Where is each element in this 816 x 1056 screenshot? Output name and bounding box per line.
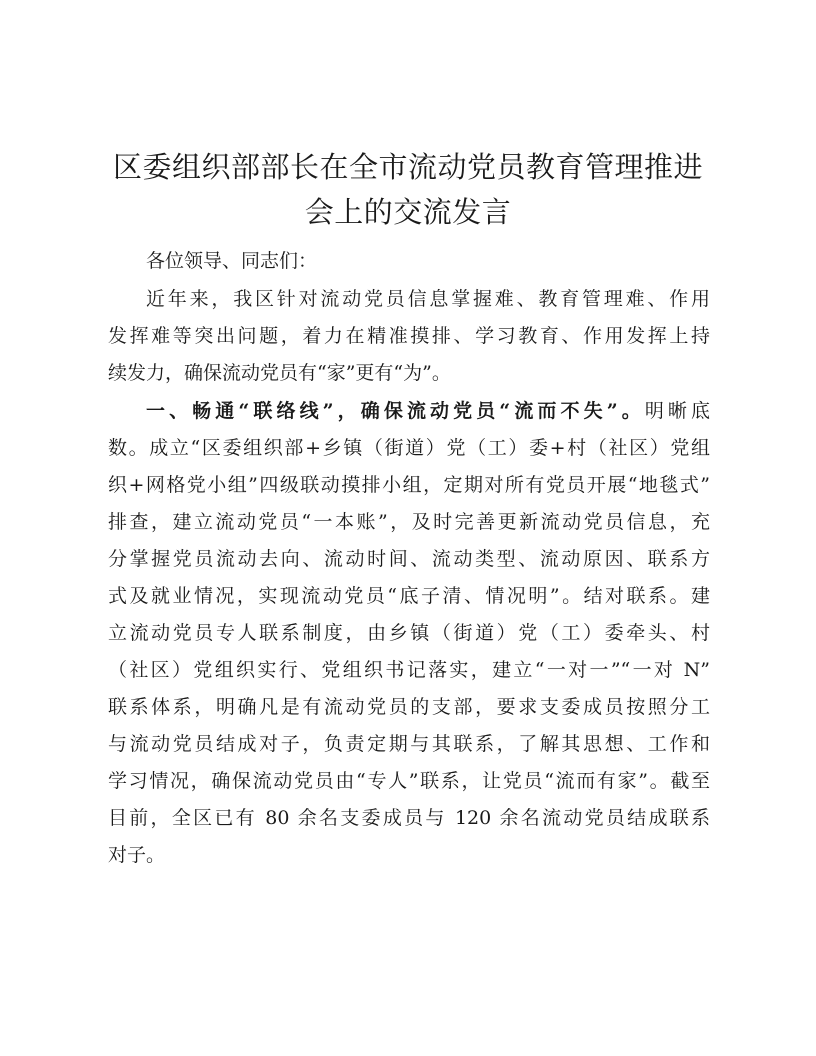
document-title-line-1: 区委组织部部长在全市流动党员教育管理推进 bbox=[112, 150, 703, 184]
section1-line: 学习情况，确保流动党员由“专人”联系，让党员“流而有家”。截至 bbox=[108, 770, 710, 792]
section1-first-line bbox=[146, 397, 710, 425]
section1-line: 排查，建立流动党员“一本账”，及时完善更新流动党员信息，充 bbox=[108, 511, 710, 533]
section1-line: 立流动党员专人联系制度，由乡镇（街道）党（工）委牵头、村 bbox=[108, 622, 710, 644]
intro-line: 近年来，我区针对流动党员信息掌握难、教育管理难、作用 bbox=[146, 288, 710, 310]
section1-heading: 一、畅通“联络线”，确保流动党员“流而不失”。 bbox=[146, 400, 645, 422]
intro-line: 续发力，确保流动党员有“家”更有“为”。 bbox=[108, 362, 451, 384]
section1-line: 织+网格党小组”四级联动摸排小组，定期对所有党员开展“地毯式” bbox=[108, 474, 710, 496]
salutation: 各位领导、同志们： bbox=[146, 250, 318, 272]
section1-line: 与流动党员结成对子，负责定期与其联系，了解其思想、工作和 bbox=[108, 733, 710, 755]
section1-line: （社区）党组织实行、党组织书记落实，建立“一对一”“一对 N” bbox=[108, 659, 710, 681]
section1-line: 数。成立“区委组织部+乡镇（街道）党（工）委+村（社区）党组 bbox=[108, 437, 710, 459]
section1-line: 联系体系，明确凡是有流动党员的支部，要求支委成员按照分工 bbox=[108, 696, 710, 718]
section1-first-line-rest: 明晰底 bbox=[644, 400, 710, 422]
section1-line: 目前，全区已有 80 余名支委成员与 120 余名流动党员结成联系 bbox=[108, 807, 710, 829]
section1-line: 分掌握党员流动去向、流动时间、流动类型、流动原因、联系方 bbox=[108, 548, 710, 570]
section1-line: 对子。 bbox=[108, 844, 166, 866]
intro-line: 发挥难等突出问题，着力在精准摸排、学习教育、作用发挥上持 bbox=[108, 325, 710, 347]
document-title-line-2: 会上的交流发言 bbox=[304, 195, 512, 229]
section1-line: 式及就业情况，实现流动党员“底子清、情况明”。结对联系。建 bbox=[108, 585, 710, 607]
